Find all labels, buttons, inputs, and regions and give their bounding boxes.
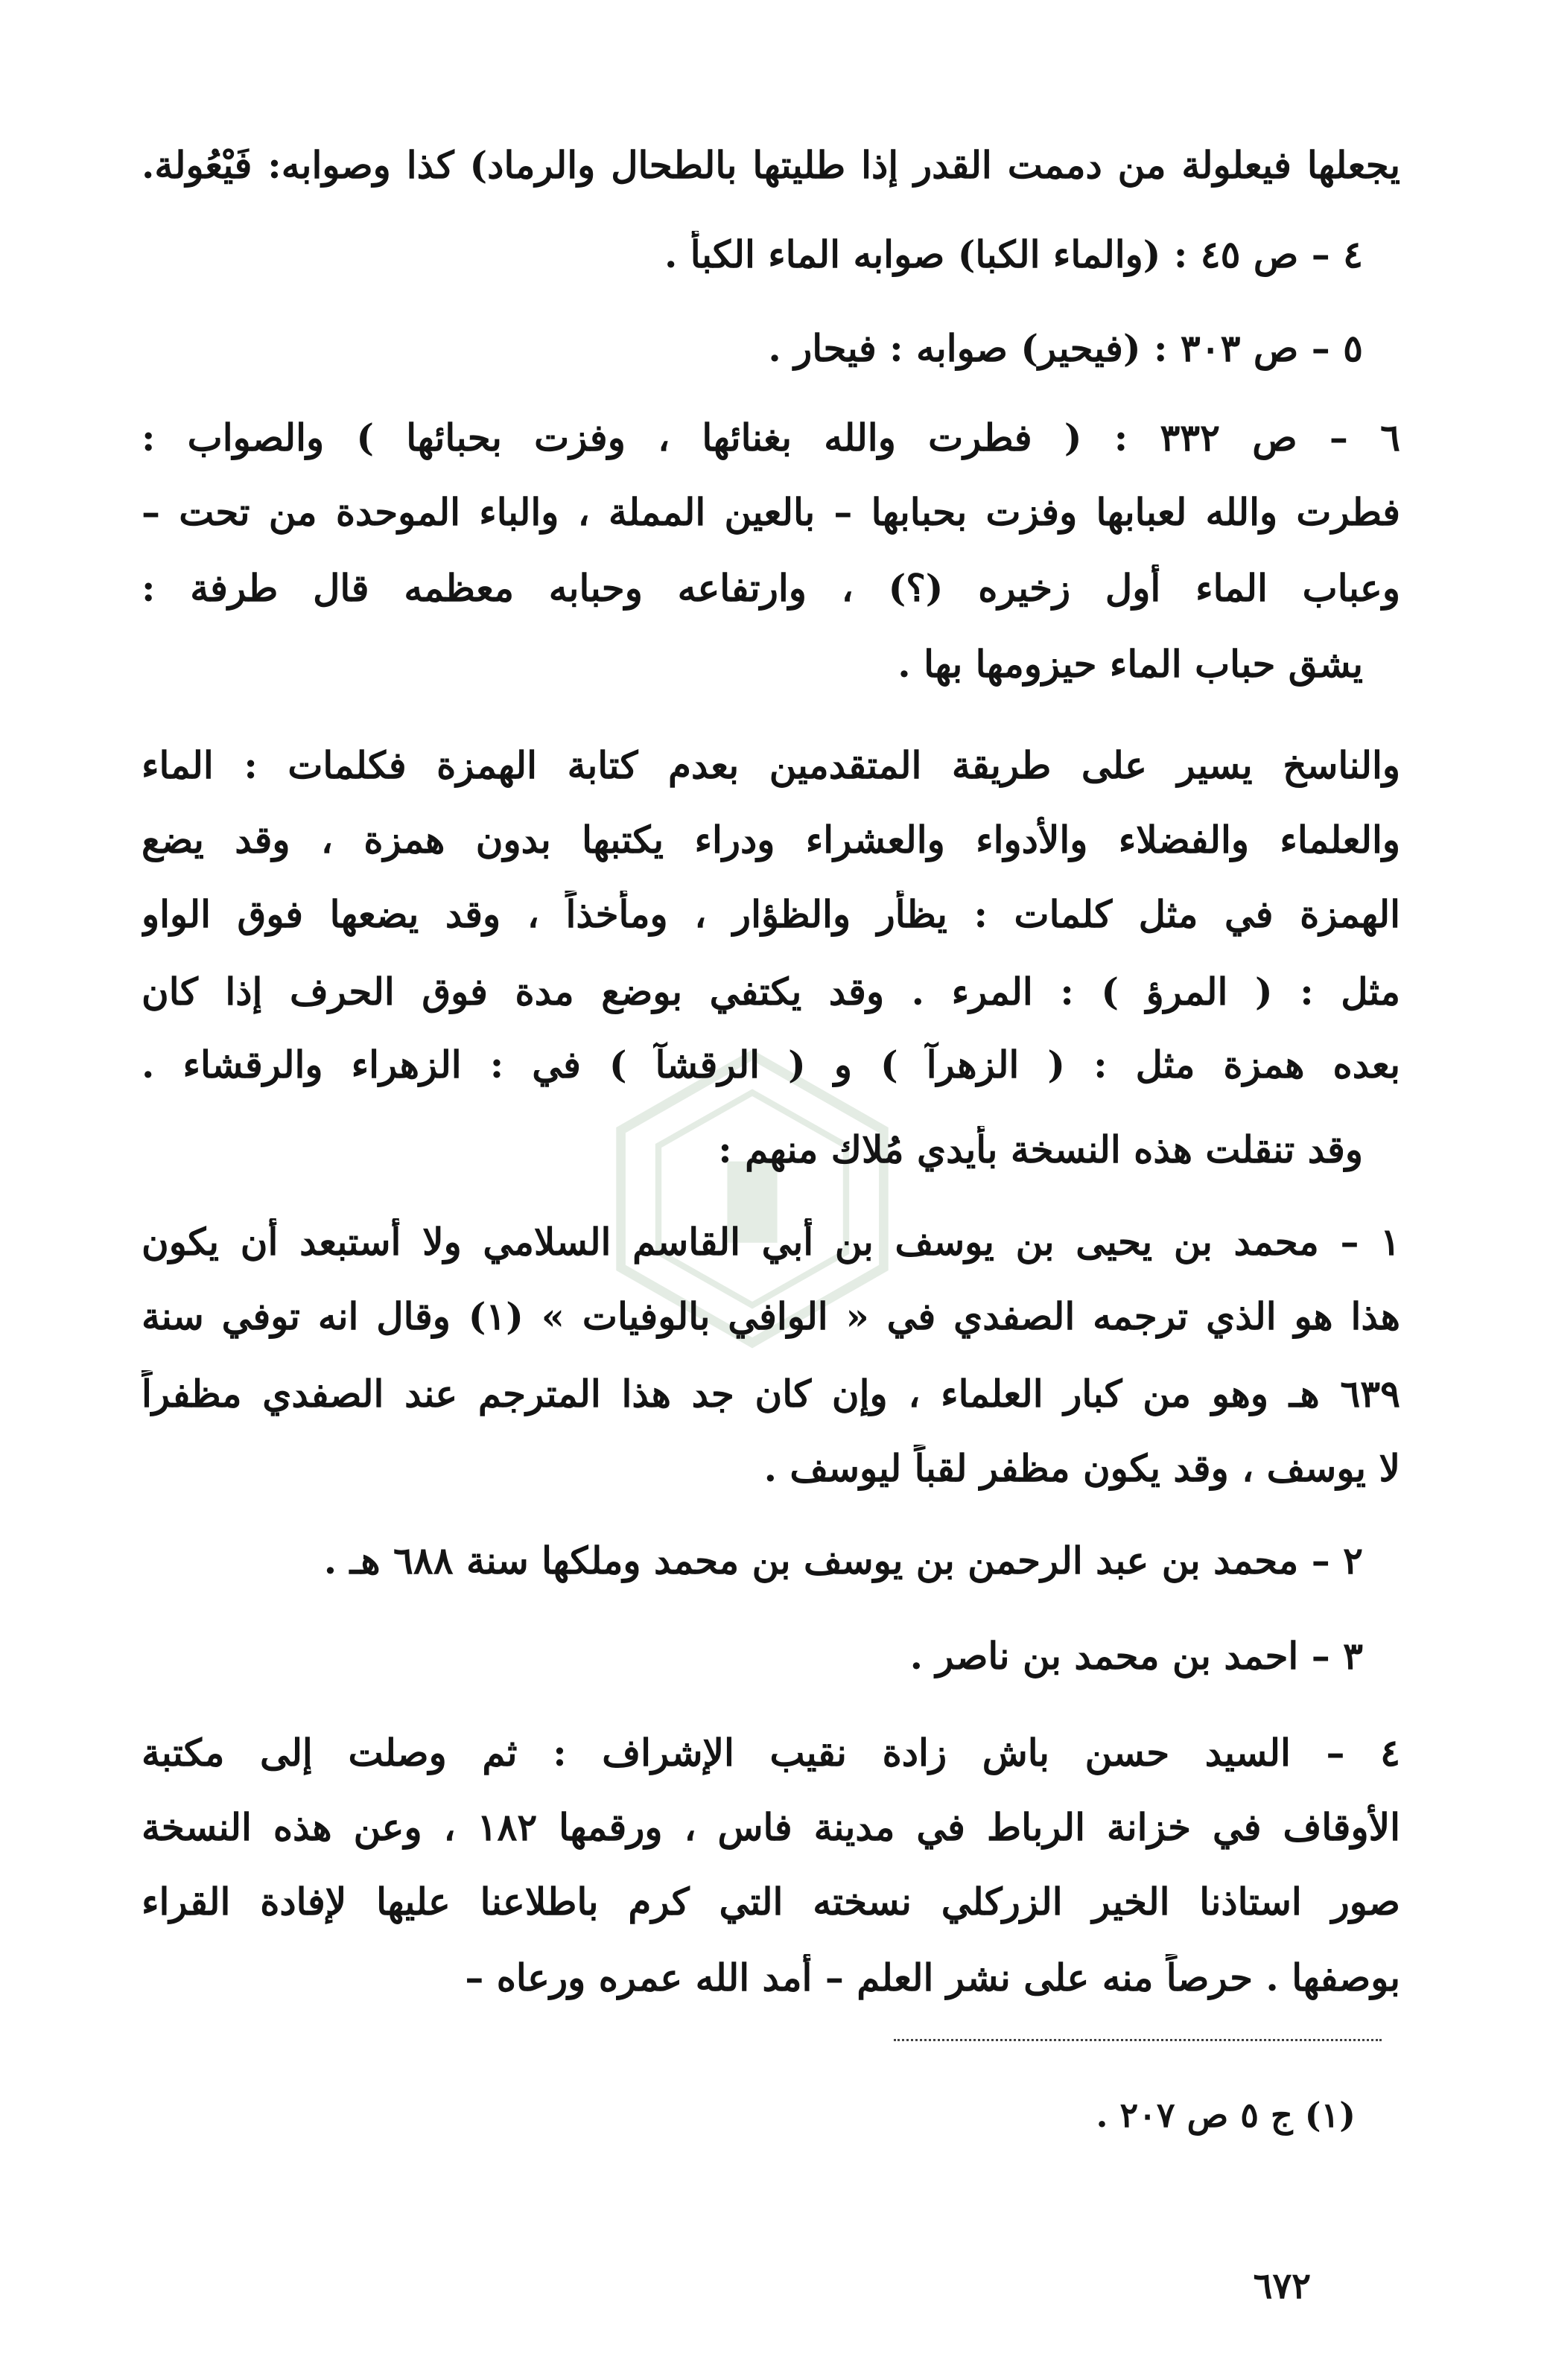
text-line: ٢ – محمد بن عبد الرحمن بن يوسف بن محمد وملكها سنة ٦٨٨ هـ . bbox=[323, 1539, 1363, 1582]
text-line: يجعلها فيعلولة من دممت القدر إذا طليتها بالطحال والرماد) كذا وصوابه: فَيْعُولة. bbox=[142, 143, 1400, 187]
page-number: ٦٧٢ bbox=[1253, 2265, 1311, 2307]
text-line: هذا هو الذي ترجمه الصفدي في « الوافي بالوفيات » (١) وقال انه توفي سنة bbox=[142, 1294, 1400, 1338]
text-line: الهمزة في مثل كلمات : يظأر والظؤار ، ومأخذاً ، وقد يضعها فوق الواو bbox=[142, 892, 1400, 936]
text-line: صور استاذنا الخير الزركلي نسخته التي كرم باطلاعنا عليها لإفادة القراء bbox=[142, 1880, 1400, 1924]
text-line: ٦٣٩ هـ وهو من كبار العلماء ، وإن كان جد هذا المترجم عند الصفدي مظفراً bbox=[142, 1372, 1400, 1416]
text-line: ٦ – ص ٣٣٢ : ( فطرت والله بغنائها ، وفزت بحبائها ) والصواب : bbox=[142, 416, 1400, 459]
text-line: فطرت والله لعبابها وفزت بحبابها – بالعين المملة ، والباء الموحدة من تحت – bbox=[142, 490, 1400, 534]
text-line: ١ – محمد بن يحيى بن يوسف بن أبي القاسم السلامي ولا أستبعد أن يكون bbox=[142, 1220, 1400, 1264]
text-line: وعباب الماء أول زخيره (؟) ، وارتفاعه وحبابه معظمه قال طرفة : bbox=[142, 566, 1400, 610]
footnote: (١) ج ٥ ص ٢٠٧ . bbox=[1096, 2095, 1356, 2135]
text-line: يشق حباب الماء حيزومها بها . bbox=[898, 642, 1363, 686]
text-line: مثل : ( المرؤ ) : المرء . وقد يكتفي بوضع مدة فوق الحرف إذا كان bbox=[142, 970, 1400, 1014]
text-line: ٤ – ص ٤٥ : (والماء الكبا) صوابه الماء الكبأ . bbox=[664, 232, 1363, 276]
text-line: بوصفها . حرصاً منه على نشر العلم – أمد الله عمره ورعاه – bbox=[465, 1956, 1400, 1999]
text-line: والعلماء والفضلاء والأدواء والعشراء ودراء يكتبها بدون همزة ، وقد يضع bbox=[142, 818, 1400, 862]
text-line: ٣ – احمد بن محمد بن ناصر . bbox=[909, 1634, 1363, 1678]
text-line: ٤ – السيد حسن باش زادة نقيب الإشراف : ثم وصلت إلى مكتبة bbox=[142, 1731, 1400, 1775]
footnote-divider bbox=[894, 2039, 1382, 2041]
text-line: والناسخ يسير على طريقة المتقدمين بعدم كتابة الهمزة فكلمات : الماء bbox=[142, 743, 1400, 787]
text-line: الأوقاف في خزانة الرباط في مدينة فاس ، ورقمها ١٨٢ ، وعن هذه النسخة bbox=[142, 1805, 1400, 1849]
text-line: لا يوسف ، وقد يكون مظفر لقباً ليوسف . bbox=[763, 1446, 1400, 1490]
text-line: بعده همزة مثل : ( الزهرآ ) و ( الرقشآ ) في : الزهراء والرقشاء . bbox=[142, 1043, 1400, 1086]
text-line: ٥ – ص ٣٠٣ : (فيحير) صوابه : فيحار . bbox=[768, 326, 1363, 370]
text-line: وقد تنقلت هذه النسخة بأيدي مُلاك منهم : bbox=[718, 1127, 1363, 1171]
